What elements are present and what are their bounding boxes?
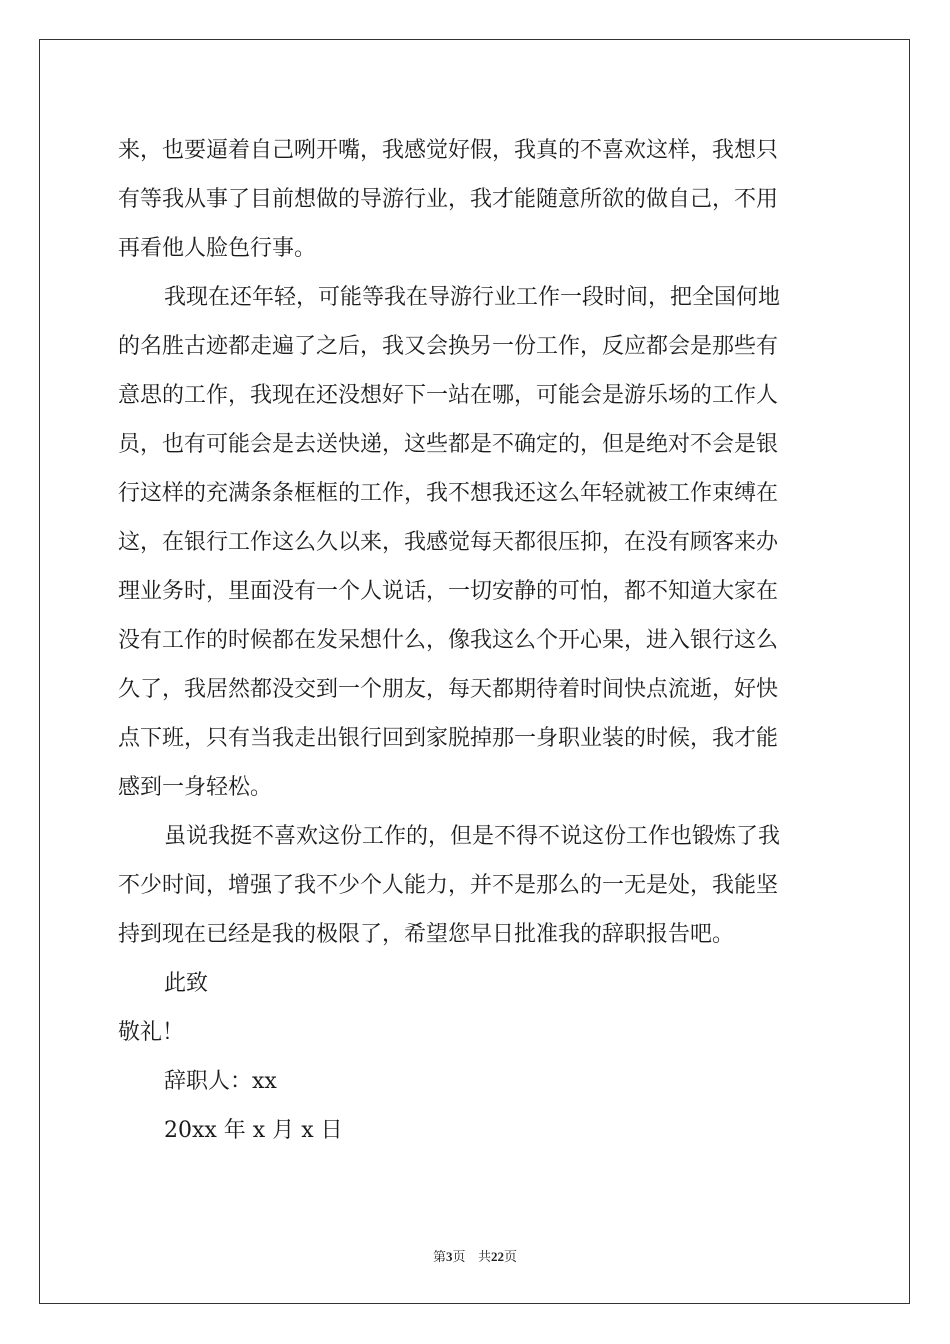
page-footer <box>0 1246 950 1265</box>
body-line: 有等我从事了目前想做的导游行业，我才能随意所欲的做自己，不用 <box>118 187 779 212</box>
body-line: 久了，我居然都没交到一个朋友，每天都期待着时间快点流逝，好快 <box>118 677 779 702</box>
body-line: 持到现在已经是我的极限了，希望您早日批准我的辞职报告吧。 <box>118 922 735 947</box>
body-line: 感到一身轻松。 <box>118 775 273 800</box>
footer-page-suffix: 页 <box>452 1250 466 1265</box>
salute-text: 敬礼！ <box>118 1020 185 1045</box>
footer-total-prefix: 共 <box>477 1250 491 1265</box>
footer-total-number: 22 <box>490 1249 504 1264</box>
body-line: 行这样的充满条条框框的工作，我不想我还这么年轻就被工作束缚在 <box>118 481 779 506</box>
body-line: 员，也有可能会是去送快递，这些都是不确定的，但是绝对不会是银 <box>118 432 779 457</box>
body-line: 点下班，只有当我走出银行回到家脱掉那一身职业装的时候，我才能 <box>118 726 779 751</box>
page-border <box>39 39 910 1304</box>
body-line: 没有工作的时候都在发呆想什么，像我这么个开心果，进入银行这么 <box>118 628 779 653</box>
body-line: 的名胜古迹都走遍了之后，我又会换另一份工作，反应都会是那些有 <box>118 334 779 359</box>
date-line: 20xx 年 x 月 x 日 <box>164 1118 343 1143</box>
body-line: 再看他人脸色行事。 <box>118 236 317 261</box>
body-line: 意思的工作，我现在还没想好下一站在哪，可能会是游乐场的工作人 <box>118 383 779 408</box>
body-line: 来，也要逼着自己咧开嘴，我感觉好假，我真的不喜欢这样，我想只 <box>118 138 779 163</box>
body-line: 这，在银行工作这么久以来，我感觉每天都很压抑，在没有顾客来办 <box>118 530 779 555</box>
body-line: 虽说我挺不喜欢这份工作的，但是不得不说这份工作也锻炼了我 <box>164 824 781 849</box>
body-line: 不少时间，增强了我不少个人能力，并不是那么的一无是处，我能坚 <box>118 873 779 898</box>
footer-page-prefix: 第 <box>433 1250 447 1265</box>
body-line: 我现在还年轻，可能等我在导游行业工作一段时间，把全国何地 <box>164 285 781 310</box>
signature-line: 辞职人：xx <box>164 1069 277 1094</box>
body-line: 理业务时，里面没有一个人说话，一切安静的可怕，都不知道大家在 <box>118 579 779 604</box>
footer-total-suffix: 页 <box>503 1250 517 1265</box>
closing-text: 此致 <box>164 971 209 996</box>
footer-page-number: 3 <box>446 1249 453 1264</box>
